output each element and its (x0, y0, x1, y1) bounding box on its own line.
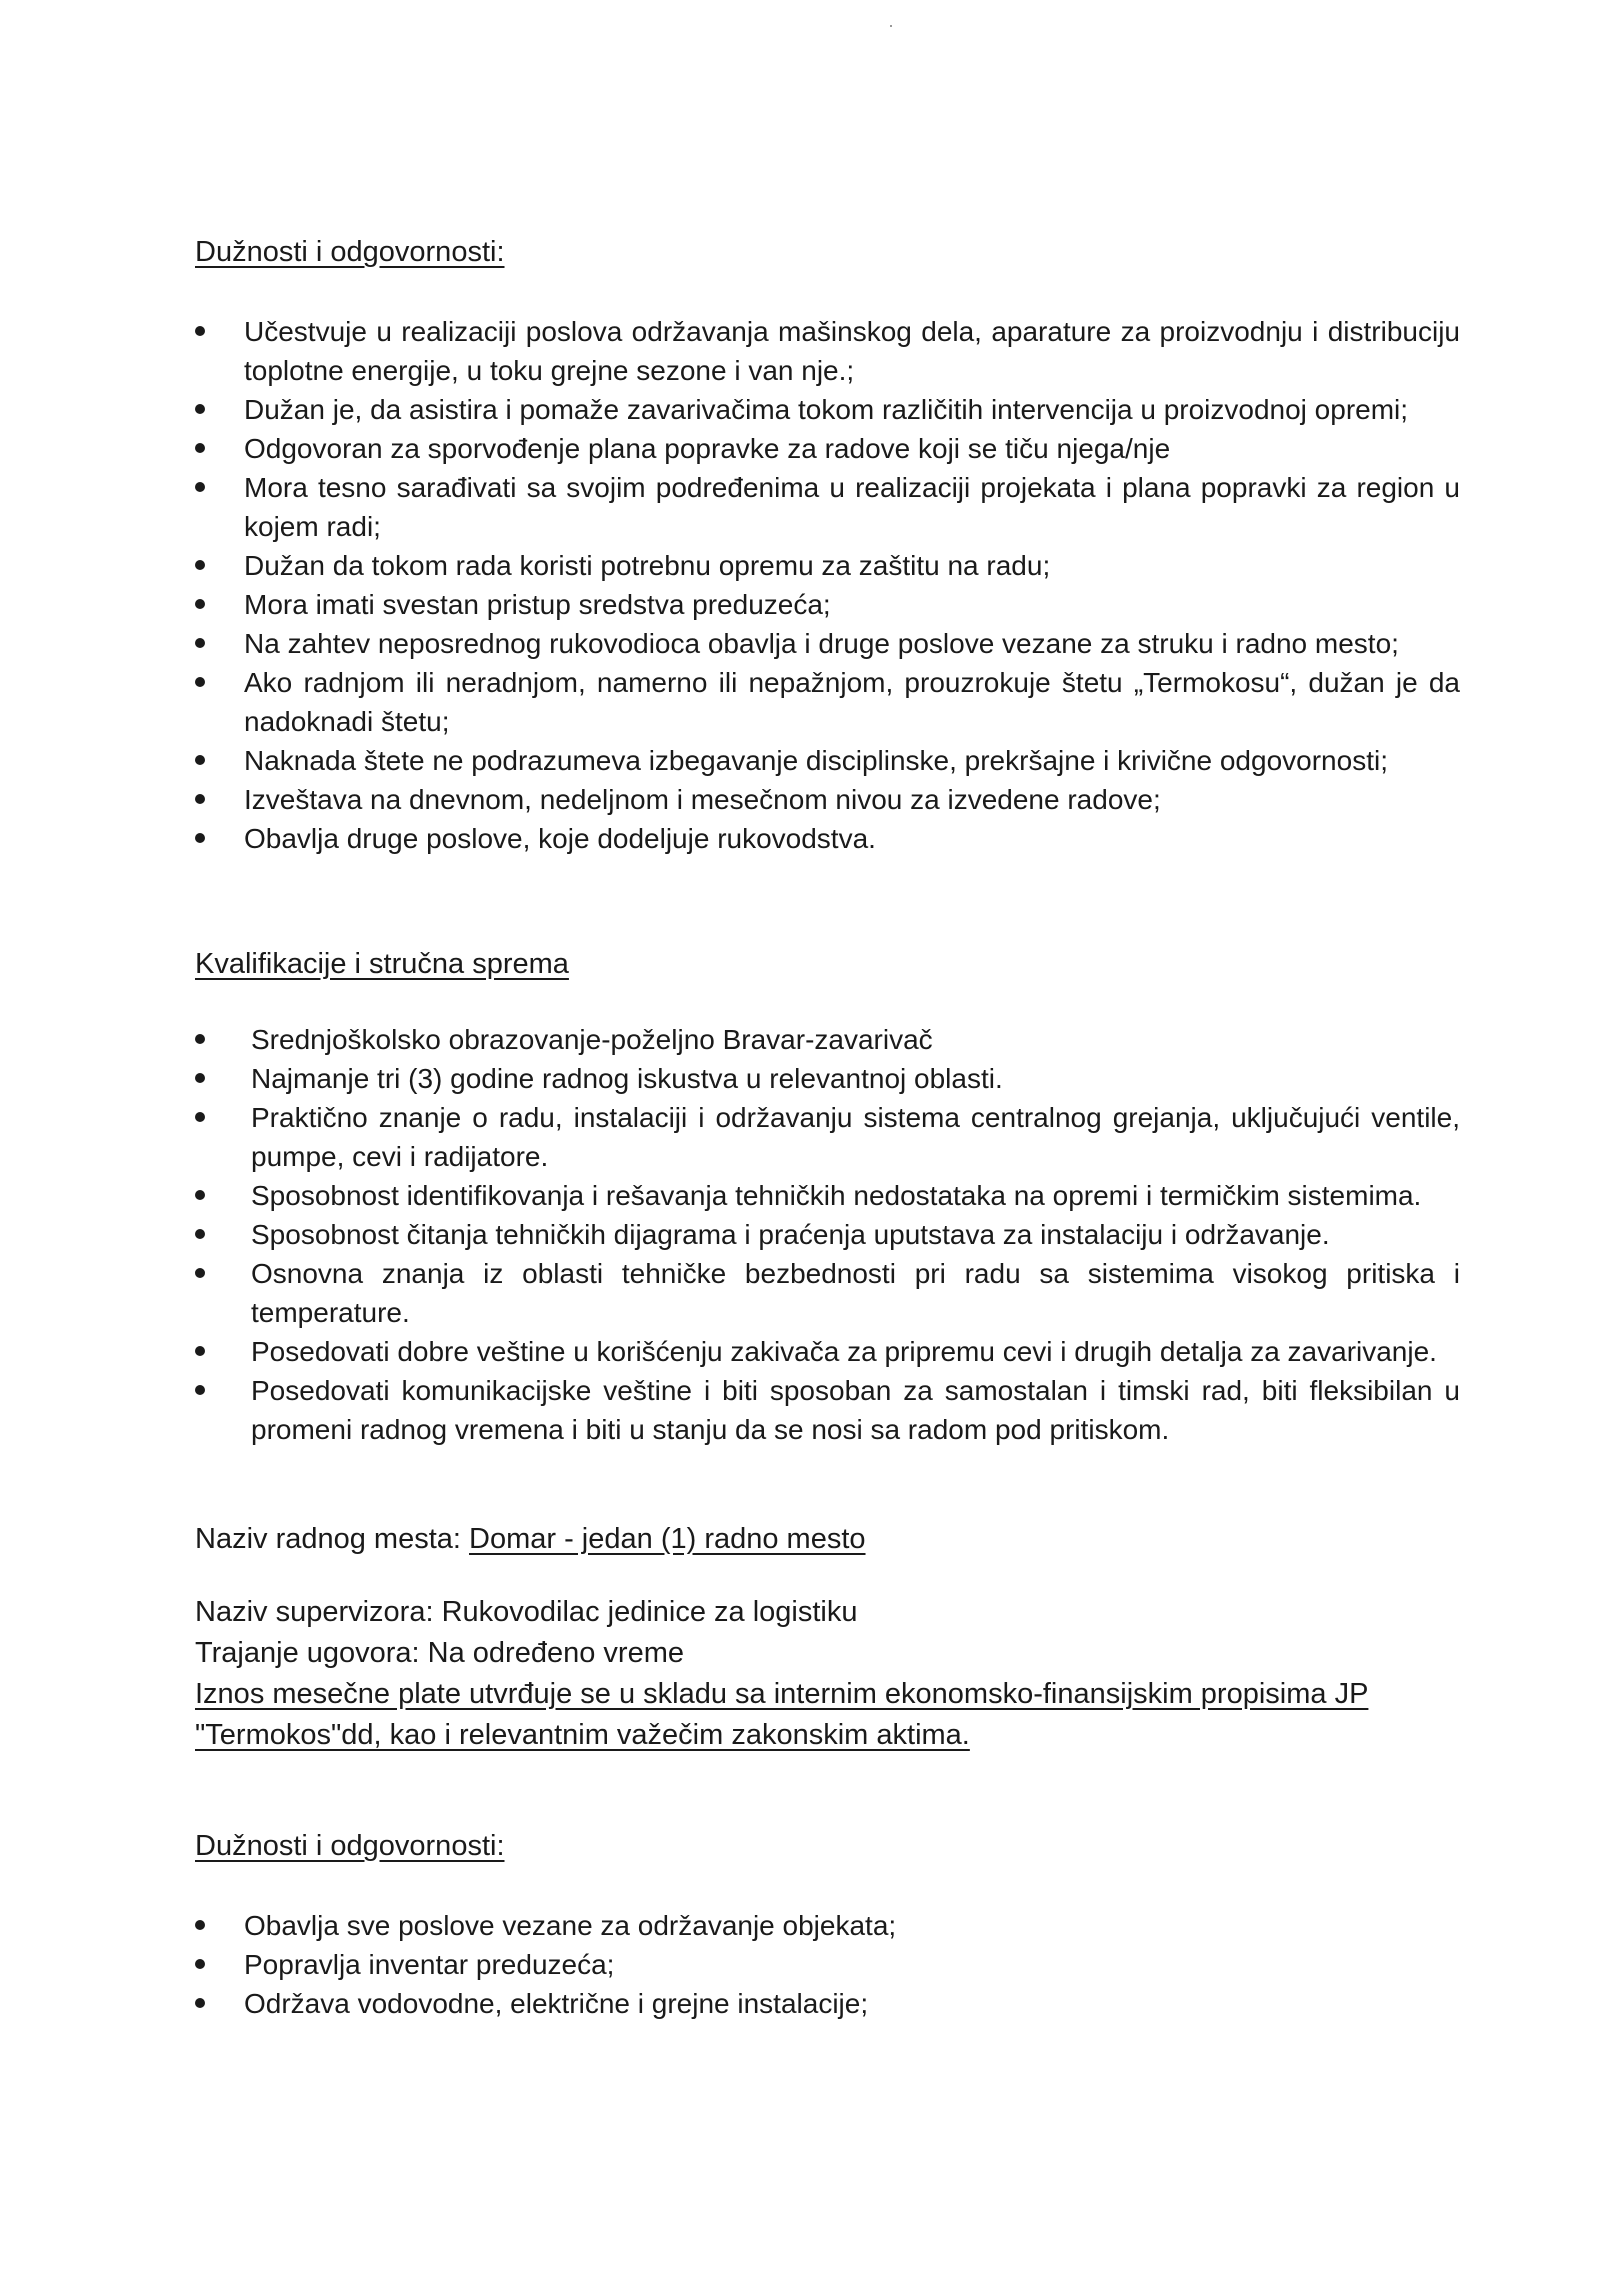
bullet-icon (195, 599, 205, 609)
list-item: Najmanje tri (3) godine radnog iskustva u relevantnoj oblasti. (195, 1059, 1460, 1098)
position-value: Domar - jedan (1) radno mesto (469, 1523, 866, 1555)
list-item: Mora imati svestan pristup sredstva preduzeća; (195, 585, 1460, 624)
salary-text: Iznos mesečne plate utvrđuje se u skladu sa internim ekonomsko-finansijskim propisima JP "Termokos"dd, kao i relevantnim važečim zakonskim aktima. (195, 1678, 1369, 1751)
qualifications-list (195, 1020, 1460, 1449)
list-item: Dužan je, da asistira i pomaže zavarivačima tokom različitih intervencija u proizvodnoj opremi; (195, 390, 1460, 429)
bullet-icon (195, 482, 205, 492)
supervisor-label: Naziv supervizora: (195, 1596, 442, 1628)
duties-list (195, 312, 1460, 858)
list-item: Popravlja inventar preduzeća; (195, 1945, 1460, 1984)
bullet-icon (195, 1920, 205, 1930)
bullet-icon (195, 404, 205, 414)
supervisor-value: Rukovodilac jedinice za logistiku (441, 1596, 858, 1628)
list-item: Posedovati dobre veštine u korišćenju zakivača za pripremu cevi i drugih detalja za zavarivanje. (195, 1332, 1460, 1371)
list-item: Na zahtev neposrednog rukovodioca obavlja i druge poslove vezane za struku i radno mesto; (195, 624, 1460, 663)
position-line (195, 1519, 1460, 1560)
list-item: Odgovoran za sporvođenje plana popravke za radove koji se tiču njega/nje (195, 429, 1460, 468)
list-item: Obavlja sve poslove vezane za održavanje objekata; (195, 1906, 1460, 1945)
list-item: Obavlja druge poslove, koje dodeljuje rukovodstva. (195, 819, 1460, 858)
list-item: Učestvuje u realizaciji poslova održavanja mašinskog dela, aparature za proizvodnju i distribuciju toplotne energije, u toku grejne sezone i van nje.; (195, 312, 1460, 390)
list-item: Sposobnost čitanja tehničkih dijagrama i praćenja uputstava za instalaciju i održavanje. (195, 1215, 1460, 1254)
bullet-icon (195, 443, 205, 453)
contract-value: Na određeno vreme (427, 1637, 684, 1669)
bullet-icon (195, 1190, 205, 1200)
bullet-icon (195, 755, 205, 765)
bullet-icon (195, 560, 205, 570)
duties-heading: Dužnosti i odgovornosti: (195, 236, 505, 268)
document-content (195, 232, 1460, 2023)
bullet-icon (195, 1385, 205, 1395)
duties-heading-2: Dužnosti i odgovornosti: (195, 1830, 505, 1862)
bullet-icon (195, 1959, 205, 1969)
list-item: Izveštava na dnevnom, nedeljnom i mesečnom nivou za izvedene radove; (195, 780, 1460, 819)
bullet-icon (195, 638, 205, 648)
bullet-icon (195, 1073, 205, 1083)
list-item: Praktično znanje o radu, instalaciji i održavanju sistema centralnog grejanja, uključujući ventile, pumpe, cevi i radijatore. (195, 1098, 1460, 1176)
list-item: Posedovati komunikacijske veštine i biti sposoban za samostalan i timski rad, biti fleksibilan u promeni radnog vremena i biti u stanju da se nosi sa radom pod pritiskom. (195, 1371, 1460, 1449)
contract-line (195, 1633, 1460, 1674)
list-item: Naknada štete ne podrazumeva izbegavanje disciplinske, prekršajne i krivične odgovornosti; (195, 741, 1460, 780)
list-item: Ako radnjom ili neradnjom, namerno ili nepažnjom, prouzrokuje štetu „Termokosu“, dužan je da nadoknadi štetu; (195, 663, 1460, 741)
supervisor-line (195, 1592, 1460, 1633)
qualifications-heading: Kvalifikacije i stručna sprema (195, 948, 569, 980)
duties-list-2 (195, 1906, 1460, 2023)
bullet-icon (195, 1346, 205, 1356)
bullet-icon (195, 1268, 205, 1278)
bullet-icon (195, 1998, 205, 2008)
bullet-icon (195, 833, 205, 843)
scan-speck (890, 25, 892, 27)
bullet-icon (195, 1112, 205, 1122)
list-item: Mora tesno sarađivati sa svojim podređenima u realizaciji projekata i plana popravki za region u kojem radi; (195, 468, 1460, 546)
bullet-icon (195, 1034, 205, 1044)
position-label: Naziv radnog mesta: (195, 1523, 470, 1555)
contract-label: Trajanje ugovora: (195, 1637, 428, 1669)
list-item: Održava vodovodne, električne i grejne instalacije; (195, 1984, 1460, 2023)
bullet-icon (195, 326, 205, 336)
list-item: Sposobnost identifikovanja i rešavanja tehničkih nedostataka na opremi i termičkim sistemima. (195, 1176, 1460, 1215)
bullet-icon (195, 677, 205, 687)
list-item: Dužan da tokom rada koristi potrebnu opremu za zaštitu na radu; (195, 546, 1460, 585)
bullet-icon (195, 794, 205, 804)
bullet-icon (195, 1229, 205, 1239)
list-item: Srednjoškolsko obrazovanje-poželjno Bravar-zavarivač (195, 1020, 1460, 1059)
list-item: Osnovna znanja iz oblasti tehničke bezbednosti pri radu sa sistemima visokog pritiska i temperature. (195, 1254, 1460, 1332)
